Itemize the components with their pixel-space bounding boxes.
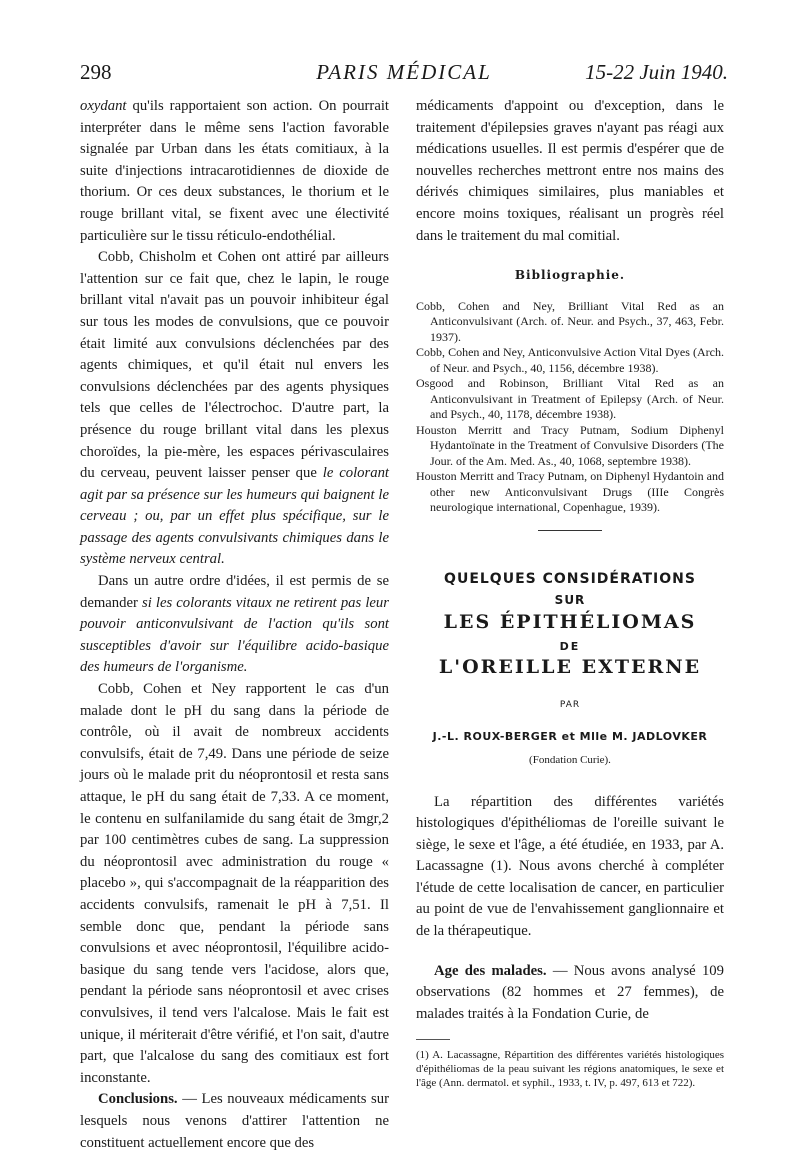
age-heading: Age des malades. bbox=[434, 962, 547, 979]
by-line: PAR bbox=[559, 699, 581, 710]
page-header bbox=[80, 60, 728, 92]
paragraph bbox=[80, 1089, 389, 1154]
paragraph: La répartition des différentes variétés histologiques d'épithéliomas de l'oreille suivant le siège, le sexe et l'âge, a été étudiée, en 1933, par A. Lacassagne (1). Nous avons cherché à compléter l'étude de cette localisation de cancer, en particulier au point de vue de l'envahissement ganglionnaire et de la thérapeutique. bbox=[416, 793, 724, 940]
paragraph bbox=[80, 247, 389, 571]
body-text: — Les nouveaux médicaments sur lesquels nous venons d'attirer l'attention ne constituent actuellement encore que des bbox=[80, 1091, 389, 1151]
italic-text: le colorant agit par sa présence sur les humeurs qui baignent le cerveau ; ou, par un effet plus spécifique, sur le passage des agents convulsivants chimiques dans le système nerveux central. bbox=[80, 465, 390, 568]
bibliography-entry: Houston Merritt and Tracy Putnam, Sodium Diphenyl Hydantoïnate in the Treatment of Convulsive Disorders (The Jour. of the Am. Med. As., 40, 1068, septembre 1938). bbox=[416, 422, 724, 468]
body-text: — Nous avons analysé 109 observations (82 hommes et 27 femmes), de malades traités à la Fondation Curie, de bbox=[416, 962, 724, 1022]
bibliography bbox=[416, 299, 724, 516]
article-title-line: SUR bbox=[554, 593, 586, 608]
article-title-line: L'OREILLE EXTERNE bbox=[438, 656, 702, 679]
bibliography-entry: Cobb, Cohen and Ney, Anticonvulsive Action Vital Dyes (Arch. of Neur. and Psych., 40, 1156, décembre 1938). bbox=[416, 345, 724, 375]
journal-title: PARIS MÉDICAL bbox=[316, 60, 492, 84]
conclusions-heading: Conclusions. bbox=[98, 1091, 178, 1108]
italic-text: si les colorants vitaux ne retirent pas leur pouvoir anticonvulsivant de l'action qu'ils sont susceptibles d'avoir sur l'équilibre acido-basique des humeurs de l'organisme. bbox=[80, 594, 389, 676]
authors: J.-L. ROUX-BERGER et Mlle M. JADLOVKER bbox=[432, 730, 708, 744]
page-number: 298 bbox=[80, 60, 112, 84]
footnote: (1) A. Lacassagne, Répartition des différentes variétés histologiques d'épithéliomas de la peau suivant les régions anatomiques, le sexe et l'âge (Ann. dermatol. et syphil., 1933, t. IV, p. 497, 613 et 722). bbox=[416, 1049, 724, 1090]
bibliography-entry: Houston Merritt and Tracy Putnam, on Diphenyl Hydantoin and other new Anticonvulsivant Drugs (IIIe Congrès neurologique international, Copenhague, 1939). bbox=[416, 469, 724, 515]
body-text: Dans un autre ordre d'idées, il est permis de se demander bbox=[80, 573, 389, 611]
bibliography-entry: Cobb, Cohen and Ney, Brilliant Vital Red as an Anticonvulsivant (Arch. of. Neur. and Psych., 37, 463, Febr. 1937). bbox=[416, 298, 724, 344]
section-divider bbox=[538, 530, 602, 531]
article-title-line: LES ÉPITHÉLIOMAS bbox=[443, 610, 697, 633]
paragraph bbox=[80, 571, 389, 679]
body-text: qu'ils rapportaient son action. On pourrait interpréter dans le même sens l'action favorable signalée par Urban dans les états comitiaux, à la suite d'injections intracarotidiennes de dioxide de thorium. Or ces deux substances, le thorium et le rouge brillant vital, se fixent avec une électivité particulière sur le tissu réticulo-endothélial. bbox=[80, 98, 389, 244]
article-title-line: DE bbox=[559, 639, 581, 653]
paragraph bbox=[80, 96, 389, 247]
italic-text: oxydant bbox=[80, 98, 127, 114]
body-text: Cobb, Chisholm et Cohen ont attiré par ailleurs l'attention sur ce fait que, chez le lapin, le rouge brillant vital n'avait pas un pouvoir inhibiteur égal sur tous les modes de convulsions, que ce pouvoir était limité aux convulsions déclenchées par des agents chimiques, et qu'il était nul envers les convulsions déclenchées par des agents physiques tels que celles de l'électrochoc. D'autre part, la présence du rouge brillant vital dans les plexus choroïdes, la pie-mère, les espaces périvasculaires du cerveau, peuvent laisser penser que bbox=[80, 249, 389, 482]
paragraph: médicaments d'appoint ou d'exception, dans le traitement d'épilepsies graves n'ayant pas réagi aux médications usuelles. Il est permis d'espérer que de nouvelles recherches mettront entre nos mains des dérivés chimiques similaires, plus maniables et encore moins toxiques, réalisant un progrès réel dans le traitement du mal comitial. bbox=[416, 98, 724, 244]
article-title-line: QUELQUES CONSIDÉRATIONS bbox=[444, 570, 696, 587]
affiliation: (Fondation Curie). bbox=[529, 753, 611, 766]
bibliography-title: Bibliographie. bbox=[514, 268, 626, 283]
paragraph bbox=[416, 961, 724, 1026]
issue-date: 15-22 Juin 1940. bbox=[585, 60, 728, 84]
bibliography-entry: Osgood and Robinson, Brilliant Vital Red as an Anticonvulsivant in Treatment of Epilepsy (Arch. of Neur. and Psych., 40, 1178, décembre 1938). bbox=[416, 376, 724, 422]
footnote-rule bbox=[416, 1039, 450, 1040]
paragraph: Cobb, Cohen et Ney rapportent le cas d'un malade dont le pH du sang dans la période de contrôle, où il avait de nombreux accidents convulsifs, était de 7,49. Dans une période de seize jours où le malade prit du néoprontosil et resta sans attaque, le pH du sang était de 7,33. A ce moment, le contenu en sulfanilamide du sang était de 3mgr,2 par 100 centimètres cubes de sang. La suppression du néoprontosil avec administration du rouge « placebo », qui s'accompagnait de la réapparition des accidents convulsifs, ramenait le pH à 7,51. Il semble donc que, pendant la période sans convulsions et avec néoprontosil, l'équilibre acido-basique du sang tende vers l'acidose, alors que, pendant la période sans néoprontosil et avec crises convulsives, il tend vers l'alcalose. Mais le fait est unique, il mériterait d'être vérifié, et l'on sait, d'autre part, que l'alcalose du sang des comitiaux est fort inconstante. bbox=[80, 681, 389, 1086]
left-column bbox=[80, 96, 389, 1154]
right-column bbox=[416, 96, 724, 1090]
